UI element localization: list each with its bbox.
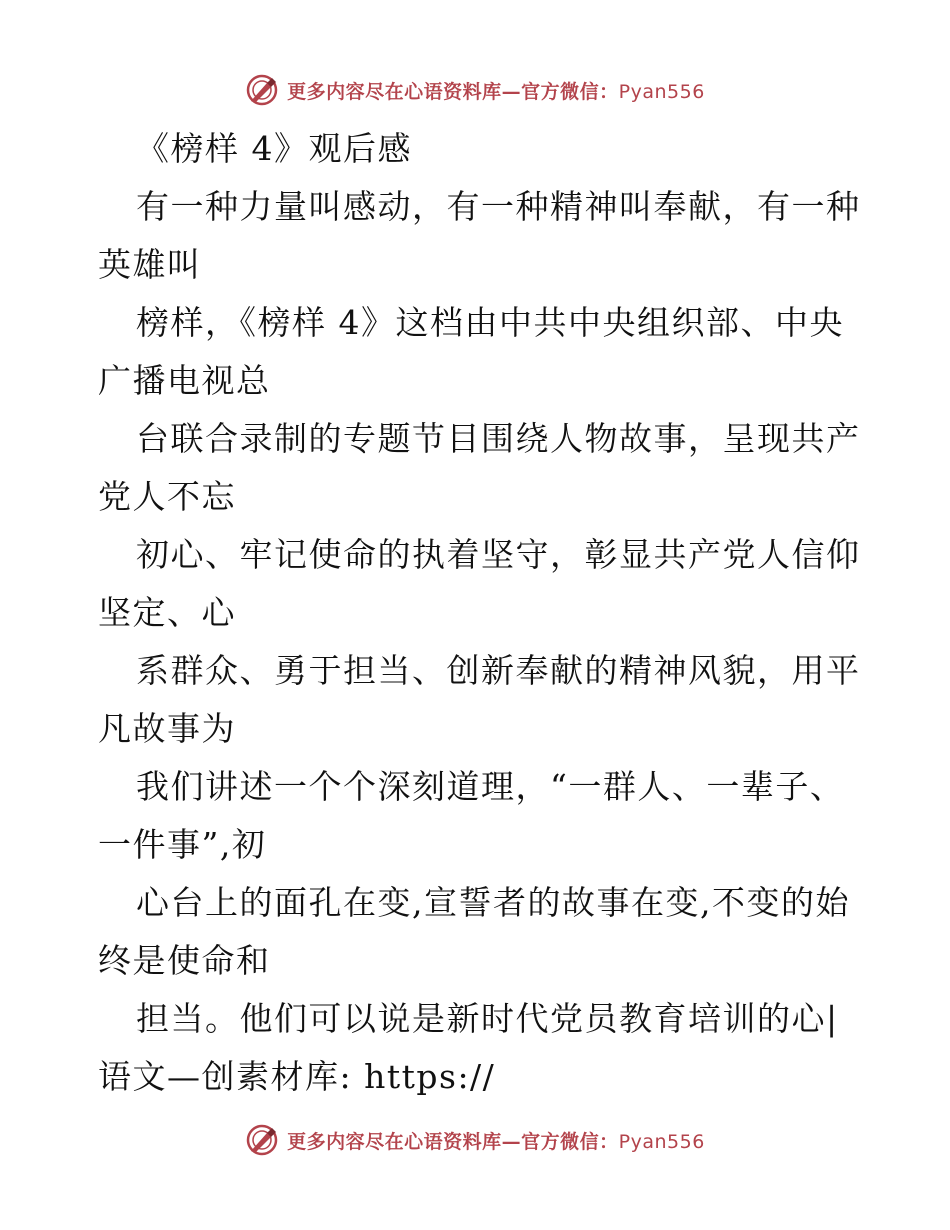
paragraph-line: 心台上的面孔在变,宣誓者的故事在变,不变的始 [136, 883, 850, 922]
paragraph-line: 广播电视总 [98, 361, 271, 400]
paragraph-line: 系群众、勇于担当、创新奉献的精神风貌，用平 [136, 651, 861, 690]
paragraph-line: 榜样，《榜样 4》这档由中共中央组织部、中央 [136, 303, 844, 342]
paragraph-line: 有一种力量叫感动，有一种精神叫奉献，有一种 [136, 187, 861, 226]
paragraph-line: 我们讲述一个个深刻道理，“一群人、一辈子、 [136, 767, 845, 806]
paragraph-line: 台联合录制的专题节目围绕人物故事，呈现共产 [136, 419, 861, 458]
pen-logo-icon [245, 73, 279, 107]
doc-title: 《榜样 4》观后感 [136, 129, 412, 168]
watermark-text: 更多内容尽在心语资料库—官方微信：Pyan556 [287, 80, 705, 103]
pen-logo-icon [245, 1123, 279, 1157]
paragraph-line: 凡故事为 [98, 709, 236, 748]
paragraph-line: 语文—创素材库: https:// [98, 1057, 496, 1096]
paragraph-line: 一件事”,初 [98, 825, 267, 864]
paragraph-line: 初心、牢记使命的执着坚守，彰显共产党人信仰 [136, 535, 861, 574]
watermark-text: 更多内容尽在心语资料库—官方微信：Pyan556 [287, 1130, 705, 1153]
paragraph-line: 坚定、心 [98, 593, 236, 632]
paragraph-line: 英雄叫 [98, 245, 202, 284]
paragraph-line: 党人不忘 [98, 477, 236, 516]
paragraph-line: 终是使命和 [98, 941, 271, 980]
document-body [98, 120, 861, 1106]
footer-watermark [0, 1120, 950, 1160]
paragraph-line: 担当。他们可以说是新时代党员教育培训的心| [136, 999, 839, 1038]
header-watermark [0, 70, 950, 110]
